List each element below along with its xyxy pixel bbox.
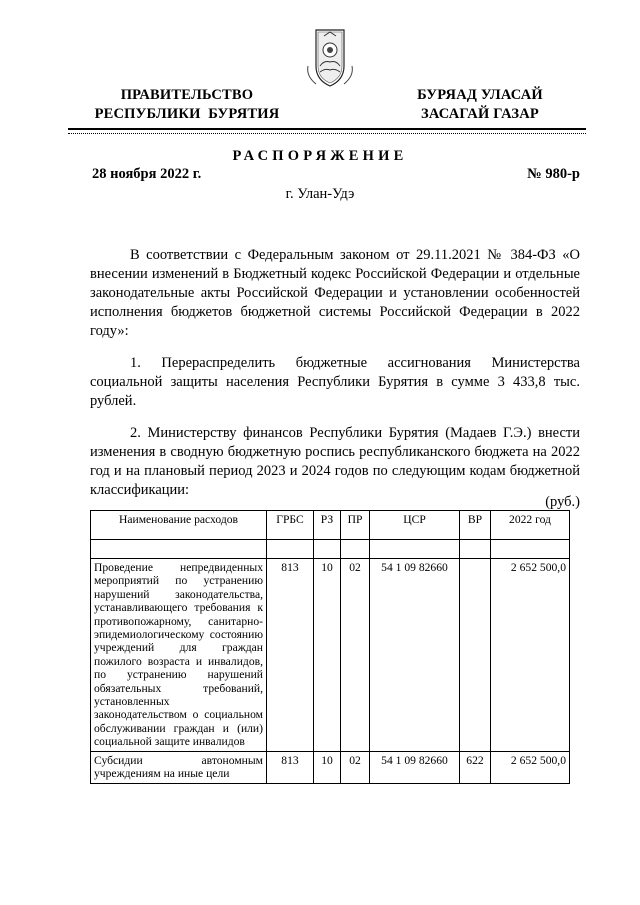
- header-rz: РЗ: [314, 511, 341, 540]
- header-rule: [68, 128, 586, 130]
- row-name: Субсидии автономным учреждениям на иные цели: [91, 751, 267, 783]
- document-date: 28 ноября 2022 г.: [92, 166, 202, 182]
- government-name-bua-line1: БУРЯАД УЛАСАЙ: [417, 87, 543, 103]
- row-2022: 2 652 500,0: [491, 751, 570, 783]
- header-csr: ЦСР: [370, 511, 460, 540]
- header-pr: ПР: [341, 511, 370, 540]
- row-vr: [460, 559, 491, 752]
- row-csr: 54 1 09 82660: [370, 559, 460, 752]
- row-pr: 02: [341, 559, 370, 752]
- row-grbs: 813: [267, 751, 314, 783]
- preamble-text: В соответствии с Федеральным законом от 29.11.2021 № 384-ФЗ «О внесении изменений в Бюджетный кодекс Российской Федерации и отдельные законодательные акты Российской Федерации и установлении особенностей исполнения бюджетов бюджетной системы Российской Федерации в 2022 году»:: [90, 247, 580, 339]
- item-1-text: 1. Перераспределить бюджетные ассигнования Министерства социальной защиты населения Республики Бурятия в сумме 3 433,8 тыс. рублей.: [90, 355, 580, 409]
- government-name-line1: ПРАВИТЕЛЬСТВО: [120, 87, 254, 103]
- coat-of-arms-icon: [302, 26, 358, 90]
- item-2-text: 2. Министерству финансов Республики Бурятия (Мадаев Г.Э.) внести изменения в сводную бюджетную роспись республиканского бюджета на 2022 год и на плановый период 2023 и 2024 годов по следующим кодам бюджетной классификации:: [90, 425, 580, 498]
- preamble-paragraph: [90, 246, 580, 341]
- table-header-row: [91, 511, 570, 540]
- government-name-ru: [82, 86, 292, 124]
- row-rz: 10: [314, 751, 341, 783]
- table-row: [91, 559, 570, 752]
- header-name: Наименование расходов: [91, 511, 267, 540]
- header-grbs: ГРБС: [267, 511, 314, 540]
- government-name-line2: РЕСПУБЛИКИ БУРЯТИЯ: [94, 106, 280, 122]
- government-name-bua: [380, 86, 580, 124]
- row-2022: 2 652 500,0: [491, 559, 570, 752]
- item-1-paragraph: [90, 354, 580, 411]
- government-name-bua-line2: ЗАСАГАЙ ГАЗАР: [421, 106, 539, 122]
- row-rz: 10: [314, 559, 341, 752]
- row-pr: 02: [341, 751, 370, 783]
- row-grbs: 813: [267, 559, 314, 752]
- header-2022: 2022 год: [491, 511, 570, 540]
- header-vr: ВР: [460, 511, 491, 540]
- document-title: РАСПОРЯЖЕНИЕ: [232, 148, 408, 164]
- budget-table: [90, 510, 570, 784]
- item-2-paragraph: [90, 424, 580, 500]
- table-unit: (руб.): [545, 494, 580, 510]
- header-dotted-rule: [68, 133, 586, 134]
- table-row: [91, 751, 570, 783]
- document-number: № 980-р: [527, 166, 580, 182]
- row-name: Проведение непредвиденных мероприятий по устранению нарушений законодательства, устанавливающего требования к противопожарному, санитарно-эпидемиологическому состоянию учреждений для граждан пожилого возраста и инвалидов, по устранению нарушений обязательных требований, установленных законодательством о социальном обслуживании граждан и (или) социальной защите инвалидов: [91, 559, 267, 752]
- table-spacer-row: [91, 540, 570, 559]
- row-vr: 622: [460, 751, 491, 783]
- document-city: г. Улан-Удэ: [285, 186, 355, 202]
- row-csr: 54 1 09 82660: [370, 751, 460, 783]
